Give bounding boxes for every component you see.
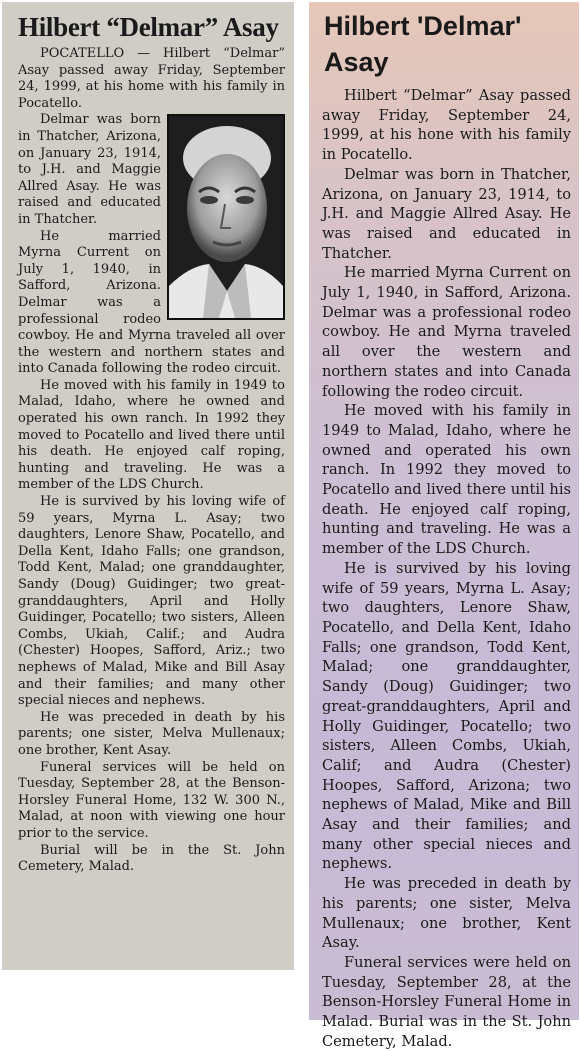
paragraph: He moved with his family in 1949 to Malad, Idaho, where he owned and operated his own ranch. In 1992 they moved to Pocatello and lived there until his death. He enjoyed calf roping, hunting and traveling. He was a member of the LDS Church. xyxy=(18,377,285,493)
paragraph: He married Myrna Current on July 1, 1940, in Safford, Arizona. Delmar was a professional rodeo cowboy. He and Myrna traveled all over the western and northern states and into Canada following the rodeo circuit. xyxy=(18,228,285,377)
paragraph: Delmar was born in Thatcher, Arizona, on January 23, 1914, to J.H. and Maggie Allred Asay. He was raised and educated in Thatcher. xyxy=(18,112,161,227)
headline-right: Hilbert 'Delmar' Asay xyxy=(324,11,522,77)
obituary-clipping-left xyxy=(2,2,294,970)
paragraph: POCATELLO — Hilbert “Delmar” Asay passed away Friday, September 24, 1999, at his home with his family in Pocatello. xyxy=(18,46,285,111)
paragraph: Funeral services were held on Tuesday, September 28, at the Benson-Horsley Funeral Home in Malad. Burial was in the St. John Cemetery, Malad. xyxy=(322,953,571,1050)
paragraph: Funeral services will be held on Tuesday, September 28, at the Benson-Horsley Funeral Home, 132 W. 300 N., Malad, at noon with viewing one hour prior to the service. xyxy=(18,759,285,841)
paragraph: Burial will be in the St. John Cemetery, Malad. xyxy=(18,842,285,875)
article-body-right xyxy=(322,86,571,1051)
paragraph: Delmar was born in Thatcher, Arizona, on January 23, 1914, to J.H. and Maggie Allred Asay. He was raised and educated in Thatcher. xyxy=(322,165,571,262)
article-body-left xyxy=(18,46,285,876)
paragraph: Hilbert “Delmar” Asay passed away Friday, September 24, 1999, at his hone with his family in Pocatello. xyxy=(322,87,571,164)
portrait-photo xyxy=(167,114,285,320)
obituary-clipping-right xyxy=(309,2,579,1050)
paragraph: He married Myrna Current on July 1, 1940, in Safford, Arizona. Delmar was a professional rodeo cowboy. He and Myrna traveled all over the western and northern states and into Canada following the rodeo circuit. xyxy=(322,264,571,400)
paragraph: He was preceded in death by his parents; one sister, Melva Mullenaux; one brother, Kent Asay. xyxy=(18,709,285,758)
headline-left: Hilbert “Delmar” Asay xyxy=(18,12,279,42)
portrait-image xyxy=(169,116,283,318)
paragraph: He is survived by his loving wife of 59 years, Myrna L. Asay; two daughters, Lenore Shaw, Pocatello, and Della Kent, Idaho Falls; one grandson, Todd Kent, Malad; one granddaughter, Sandy (Doug) Guidinger; two great-granddaughters, April and Holly Guidinger, Pocatello; two sisters, Alleen Combs, Ukiah, Calif.; and Audra (Chester) Hoopes, Safford, Ariz.; two nephews of Malad, Mike and Bill Asay and their families; and many other special nieces and nephews. xyxy=(18,494,285,709)
paragraph: He was preceded in death by his parents; one sister, Melva Mullenaux; one brother, Kent Asay. xyxy=(322,875,571,952)
paragraph: He is survived by his loving wife of 59 years, Myrna L. Asay; two daughters, Lenore Shaw, Pocatello, and Della Kent, Idaho Falls; one grandson, Todd Kent, Malad; one granddaughter, Sandy (Doug) Guidinger; two great-granddaughters, April and Holly Guidinger, Pocatello; two sisters, Alleen Combs, Ukiah, Calif; and Audra (Chester) Hoopes, Safford, Arizona; two nephews of Malad, Mike and Bill Asay and their families; and many other special nieces and nephews. xyxy=(322,559,571,873)
paragraph: He moved with his family in 1949 to Malad, Idaho, where he owned and operated his own ranch. In 1992 they moved to Pocatello and lived there until his death. He enjoyed calf roping, hunting and traveling. He was a member of the LDS Church. xyxy=(322,402,571,558)
